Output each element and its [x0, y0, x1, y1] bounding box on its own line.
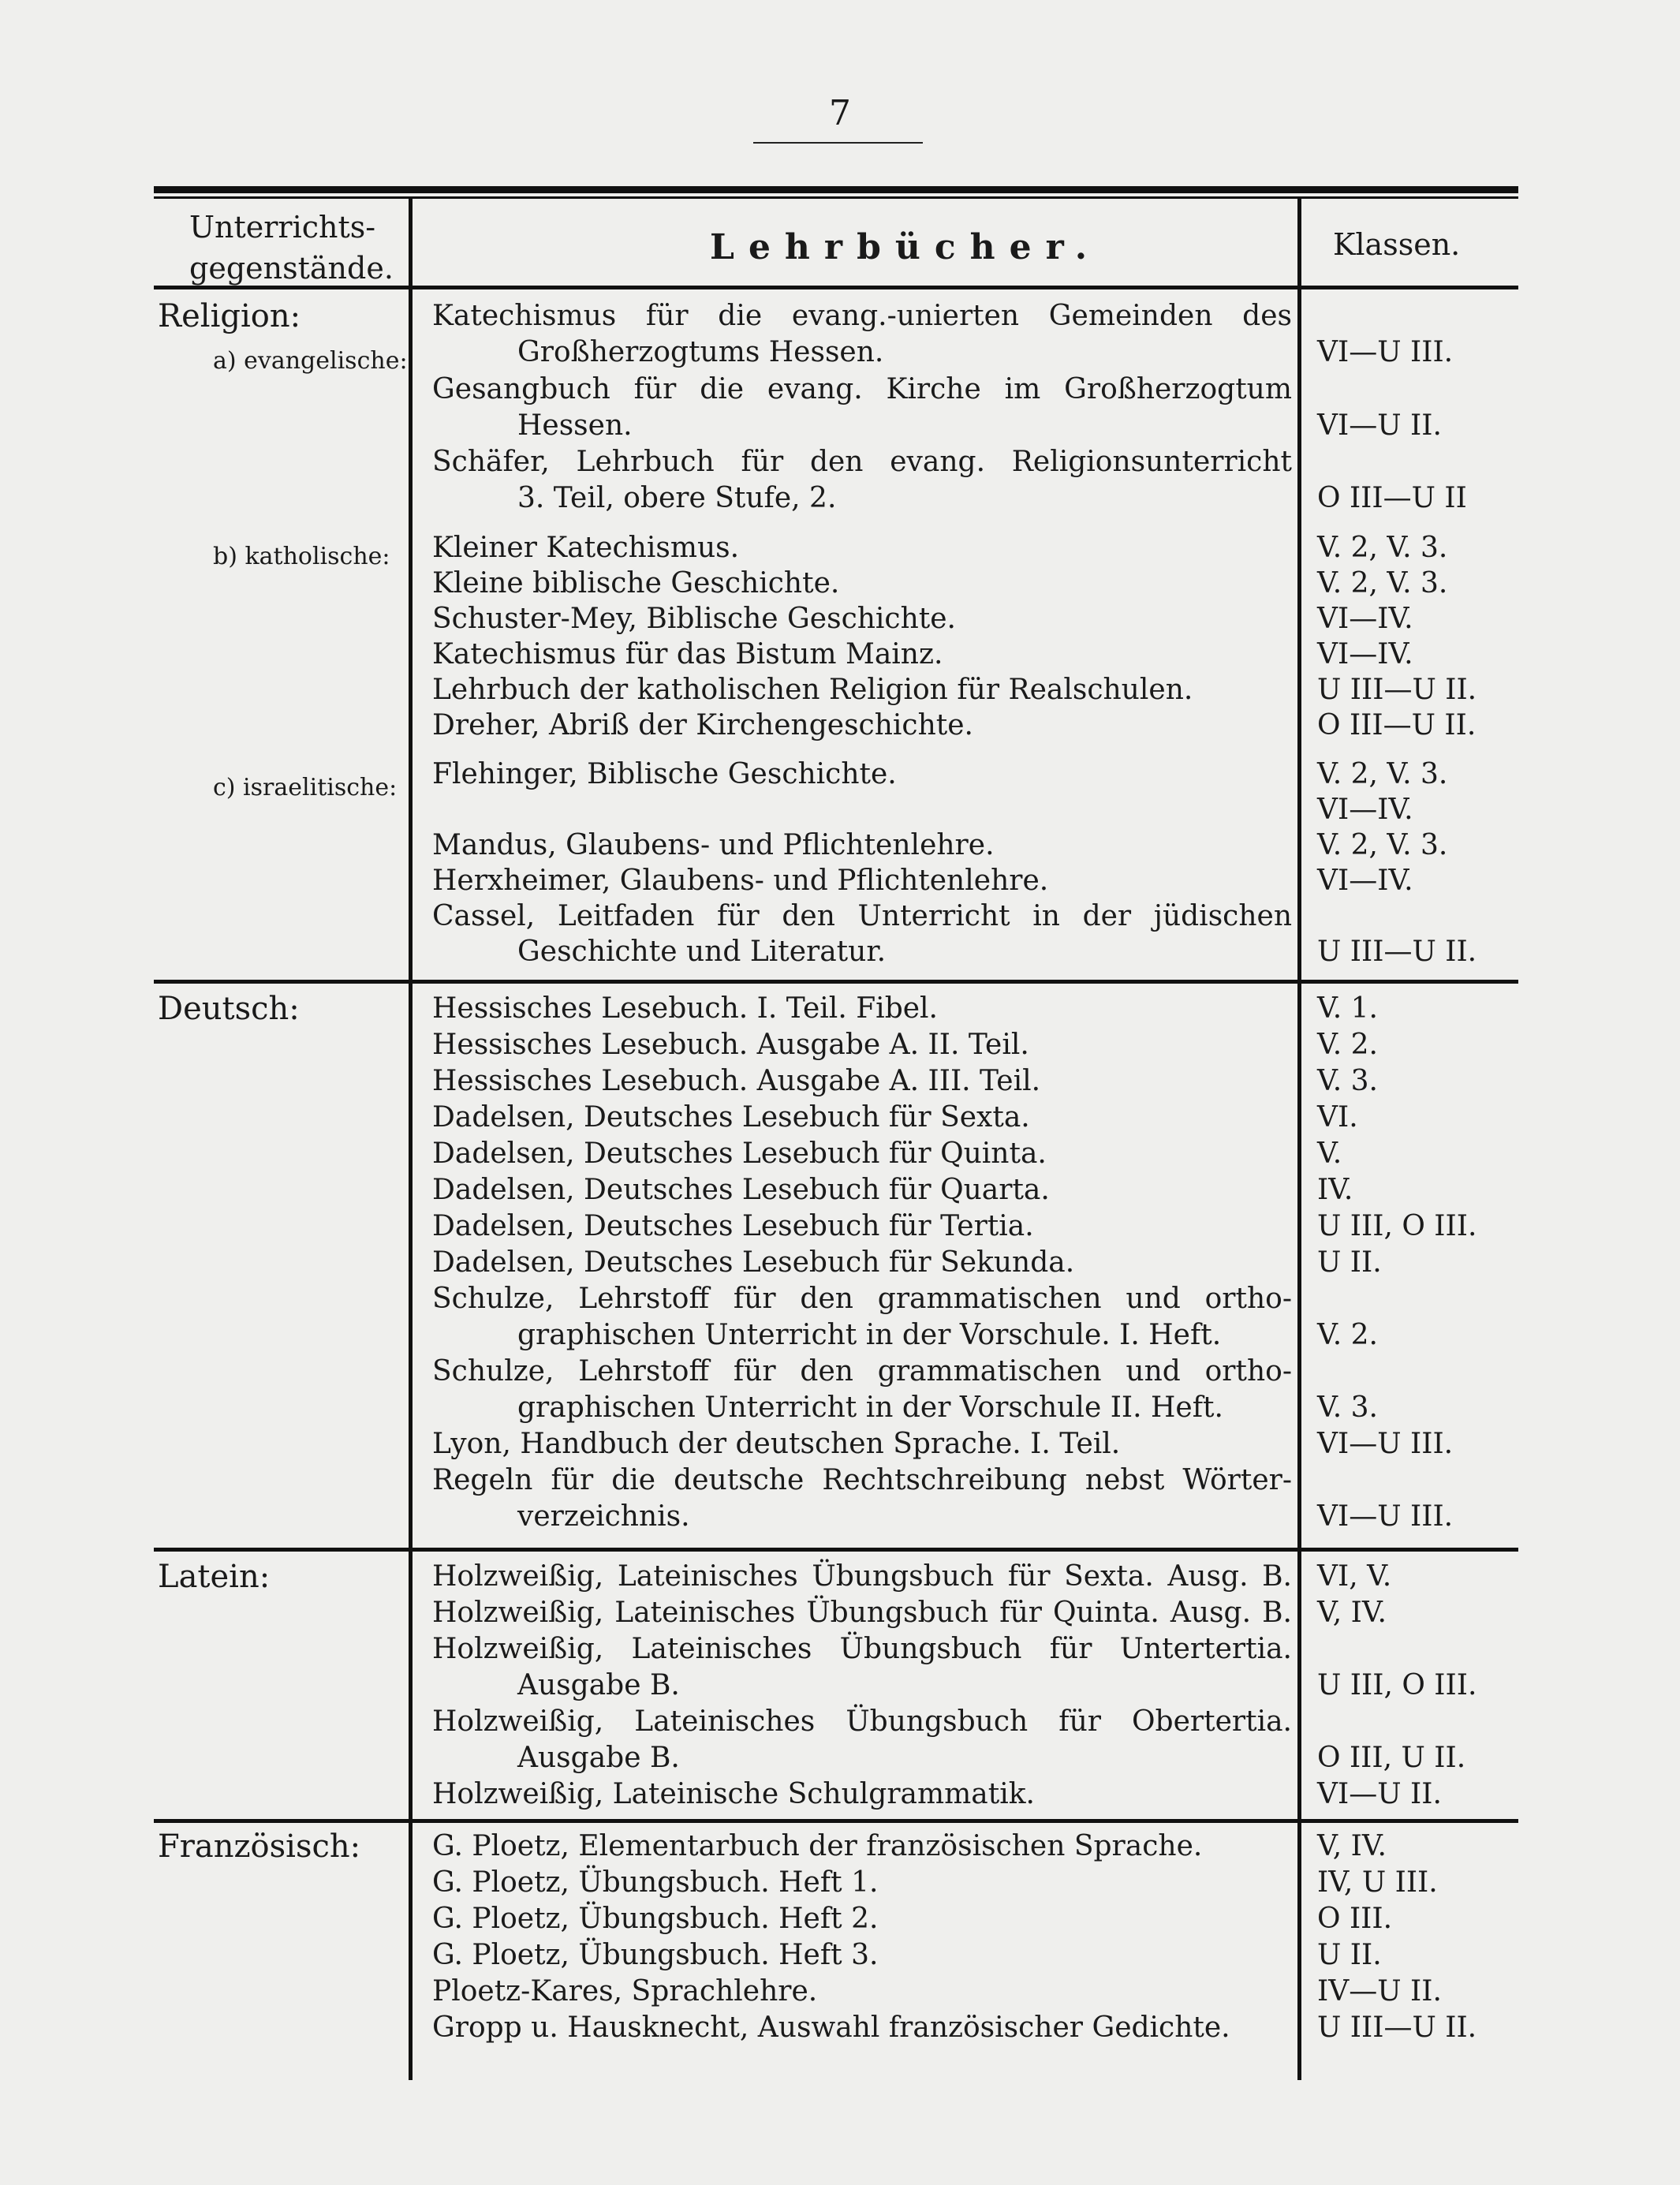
table-row: [432, 1426, 1680, 1462]
book-title: Ausgabe B.: [517, 1742, 680, 1774]
table-row: [432, 1245, 1680, 1281]
book-title: Katechismus für die evang.-unierten Gemeinden des: [432, 300, 1292, 332]
table-row: [432, 372, 1680, 408]
book-title: Holzweißig, Lateinisches Übungsbuch für Quinta. Ausg. B.: [432, 1597, 1292, 1629]
class-range: U III—U II.: [1317, 674, 1477, 706]
class-range: VI—U III.: [1317, 1500, 1454, 1533]
book-title: G. Ploetz, Übungsbuch. Heft 1.: [432, 1866, 879, 1899]
class-range: O III.: [1317, 1903, 1393, 1935]
class-range: U III, O III.: [1317, 1669, 1477, 1701]
table-row: [432, 334, 1680, 371]
book-title: G. Ploetz, Übungsbuch. Heft 2.: [432, 1903, 879, 1935]
column-divider-left: [409, 199, 413, 2080]
subject-latein: Latein:: [158, 1559, 271, 1595]
book-title: verzeichnis.: [517, 1500, 690, 1533]
book-title: Cassel, Leitfaden für den Unterricht in der jüdischen: [432, 900, 1292, 932]
table-row: [432, 1865, 1680, 1901]
table-row: [432, 1559, 1680, 1595]
header-subjects: [189, 207, 394, 289]
class-range: V. 3.: [1317, 1065, 1378, 1097]
subject-deutsch: Deutsch:: [158, 991, 300, 1027]
class-range: V, IV.: [1317, 1830, 1387, 1862]
table-row: [432, 934, 1680, 970]
class-range: V. 2, V. 3.: [1317, 532, 1448, 564]
table-row: [432, 1828, 1680, 1865]
table-row: [432, 827, 1680, 864]
book-title: Kleine biblische Geschichte.: [432, 567, 840, 599]
table-row: [432, 1499, 1680, 1535]
book-title: Gropp u. Hausknecht, Auswahl französischer Gedichte.: [432, 2011, 1230, 2044]
table-row: [432, 637, 1680, 673]
book-title: Ploetz-Kares, Sprachlehre.: [432, 1975, 818, 2008]
table-row: [432, 1704, 1680, 1740]
class-range: O III—U II.: [1317, 709, 1477, 741]
subject-franzoesisch: Französisch:: [158, 1828, 361, 1865]
table-row: [432, 1027, 1680, 1063]
table-row: [432, 408, 1680, 444]
book-title: G. Ploetz, Übungsbuch. Heft 3.: [432, 1939, 879, 1971]
class-range: VI—U III.: [1317, 336, 1454, 368]
section-rule: [154, 1548, 1518, 1552]
class-range: V, IV.: [1317, 1597, 1387, 1629]
table-row: [432, 1631, 1680, 1668]
table-row: [432, 2010, 1680, 2046]
class-range: U III—U II.: [1317, 2011, 1477, 2044]
book-title: Dadelsen, Deutsches Lesebuch für Tertia.: [432, 1210, 1034, 1242]
table-row: [432, 672, 1680, 708]
book-title: Lehrbuch der katholischen Religion für Realschulen.: [432, 674, 1193, 706]
page-number: 7: [829, 93, 851, 133]
class-range: VI—U II.: [1317, 1778, 1442, 1810]
class-range: VI—U II.: [1317, 409, 1442, 442]
subject-religion: Religion:: [158, 298, 301, 334]
class-range: VI—IV.: [1317, 603, 1413, 635]
table-row: [432, 530, 1680, 566]
table-row: [432, 863, 1680, 899]
header-bottom-rule: [154, 286, 1518, 289]
table-row: [432, 1136, 1680, 1172]
table-row: [432, 1776, 1680, 1813]
table-row: [432, 1462, 1680, 1499]
book-title: Schäfer, Lehrbuch für den evang. Religionsunterricht: [432, 446, 1292, 478]
header-subjects-line1: Unterrichts-: [189, 210, 376, 245]
book-title: Hessisches Lesebuch. I. Teil. Fibel.: [432, 992, 939, 1025]
book-title: Hessisches Lesebuch. Ausgabe A. III. Teil.: [432, 1065, 1041, 1097]
book-title: Schulze, Lehrstoff für den grammatischen und ortho-: [432, 1355, 1292, 1388]
class-range: O III, U II.: [1317, 1742, 1466, 1774]
book-title: G. Ploetz, Elementarbuch der französischen Sprache.: [432, 1830, 1203, 1862]
book-title: Mandus, Glaubens- und Pflichtenlehre.: [432, 829, 995, 861]
class-range: IV—U II.: [1317, 1975, 1442, 2008]
table-row: [432, 1208, 1680, 1245]
table-row: [432, 298, 1680, 334]
table-row: [432, 601, 1680, 637]
header-classes: Klassen.: [1333, 227, 1461, 262]
book-title: graphischen Unterricht in der Vorschule. I. Heft.: [517, 1319, 1222, 1351]
table-top-rule-thin: [154, 196, 1518, 199]
table-row: [432, 756, 1680, 793]
class-range: U II.: [1317, 1939, 1382, 1971]
class-range: O III—U II: [1317, 482, 1467, 514]
page-number-rule: [753, 142, 923, 144]
table-row: [432, 480, 1680, 517]
table-row: [432, 1063, 1680, 1100]
class-range: VI.: [1317, 1101, 1358, 1134]
book-title: Hessen.: [517, 409, 633, 442]
class-range: VI—IV.: [1317, 865, 1413, 897]
book-title: graphischen Unterricht in der Vorschule II. Heft.: [517, 1391, 1223, 1424]
book-title: Flehinger, Biblische Geschichte.: [432, 758, 897, 790]
table-row: [432, 1317, 1680, 1354]
class-range: V. 2, V. 3.: [1317, 758, 1448, 790]
table-row: [432, 1595, 1680, 1631]
table-row: [432, 1740, 1680, 1776]
book-title: Dadelsen, Deutsches Lesebuch für Sexta.: [432, 1101, 1030, 1134]
header-subjects-line2: gegenstände.: [189, 251, 394, 286]
book-title: Regeln für die deutsche Rechtschreibung nebst Wörter-: [432, 1464, 1292, 1496]
section-rule: [154, 980, 1518, 984]
book-title: Holzweißig, Lateinisches Übungsbuch für Untertertia.: [432, 1633, 1292, 1665]
table-row: [432, 566, 1680, 602]
table-row: [432, 1937, 1680, 1974]
class-range: V. 2.: [1317, 1029, 1378, 1061]
book-title: 3. Teil, obere Stufe, 2.: [517, 482, 837, 514]
section-rule: [154, 1819, 1518, 1823]
book-title: Großherzogtums Hessen.: [517, 336, 884, 368]
class-range: VI—IV.: [1317, 638, 1413, 670]
book-title: Hessisches Lesebuch. Ausgabe A. II. Teil.: [432, 1029, 1029, 1061]
table-row: [432, 1668, 1680, 1704]
table-row: [432, 1354, 1680, 1390]
class-range: VI, V.: [1317, 1560, 1392, 1593]
table-row: [432, 1974, 1680, 2010]
class-range: IV.: [1317, 1174, 1353, 1206]
class-range: V. 2, V. 3.: [1317, 567, 1448, 599]
class-range: IV, U III.: [1317, 1866, 1438, 1899]
header-books: Lehrbücher.: [710, 227, 1102, 267]
class-range: V. 3.: [1317, 1391, 1378, 1424]
book-title: Kleiner Katechismus.: [432, 532, 740, 564]
table-row: [432, 1901, 1680, 1937]
book-title: Ausgabe B.: [517, 1669, 680, 1701]
book-title: Holzweißig, Lateinisches Übungsbuch für Sexta. Ausg. B.: [432, 1560, 1292, 1593]
book-title: Gesangbuch für die evang. Kirche im Großherzogtum: [432, 373, 1292, 405]
book-title: Schulze, Lehrstoff für den grammatischen und ortho-: [432, 1283, 1292, 1315]
class-range: V. 1.: [1317, 992, 1378, 1025]
subgroup-israelitisch: c) israelitische:: [213, 774, 398, 801]
class-range: VI—U III.: [1317, 1428, 1454, 1460]
book-title: Schuster-Mey, Biblische Geschichte.: [432, 603, 956, 635]
book-title: Holzweißig, Lateinisches Übungsbuch für Obertertia.: [432, 1705, 1292, 1738]
book-title: Katechismus für das Bistum Mainz.: [432, 638, 943, 670]
book-title: Dreher, Abriß der Kirchengeschichte.: [432, 709, 973, 741]
table-row: [432, 898, 1680, 935]
book-title: Herxheimer, Glaubens- und Pflichtenlehre.: [432, 865, 1049, 897]
table-row: [432, 1100, 1680, 1136]
table-row: [432, 1172, 1680, 1208]
book-title: Dadelsen, Deutsches Lesebuch für Quinta.: [432, 1137, 1047, 1170]
subgroup-evangelisch: a) evangelische:: [213, 347, 408, 375]
class-range: V. 2, V. 3.: [1317, 829, 1448, 861]
class-range: VI—IV.: [1317, 794, 1413, 826]
table-row: [432, 1390, 1680, 1426]
table-row: [432, 991, 1680, 1027]
class-range: U II.: [1317, 1246, 1382, 1279]
class-range: U III, O III.: [1317, 1210, 1477, 1242]
table-row: [432, 708, 1680, 744]
subgroup-katholisch: b) katholische:: [213, 543, 390, 570]
class-range: V. 2.: [1317, 1319, 1378, 1351]
book-title: Lyon, Handbuch der deutschen Sprache. I. Teil.: [432, 1428, 1121, 1460]
table-row: [432, 444, 1680, 480]
book-title: Dadelsen, Deutsches Lesebuch für Quarta.: [432, 1174, 1050, 1206]
book-title: Holzweißig, Lateinische Schulgrammatik.: [432, 1778, 1035, 1810]
table-row: [432, 792, 1680, 828]
book-title: Dadelsen, Deutsches Lesebuch für Sekunda.: [432, 1246, 1075, 1279]
class-range: V.: [1317, 1137, 1342, 1170]
class-range: U III—U II.: [1317, 936, 1477, 968]
table-row: [432, 1281, 1680, 1317]
table-top-rule: [154, 186, 1518, 193]
book-title: Geschichte und Literatur.: [517, 936, 887, 968]
